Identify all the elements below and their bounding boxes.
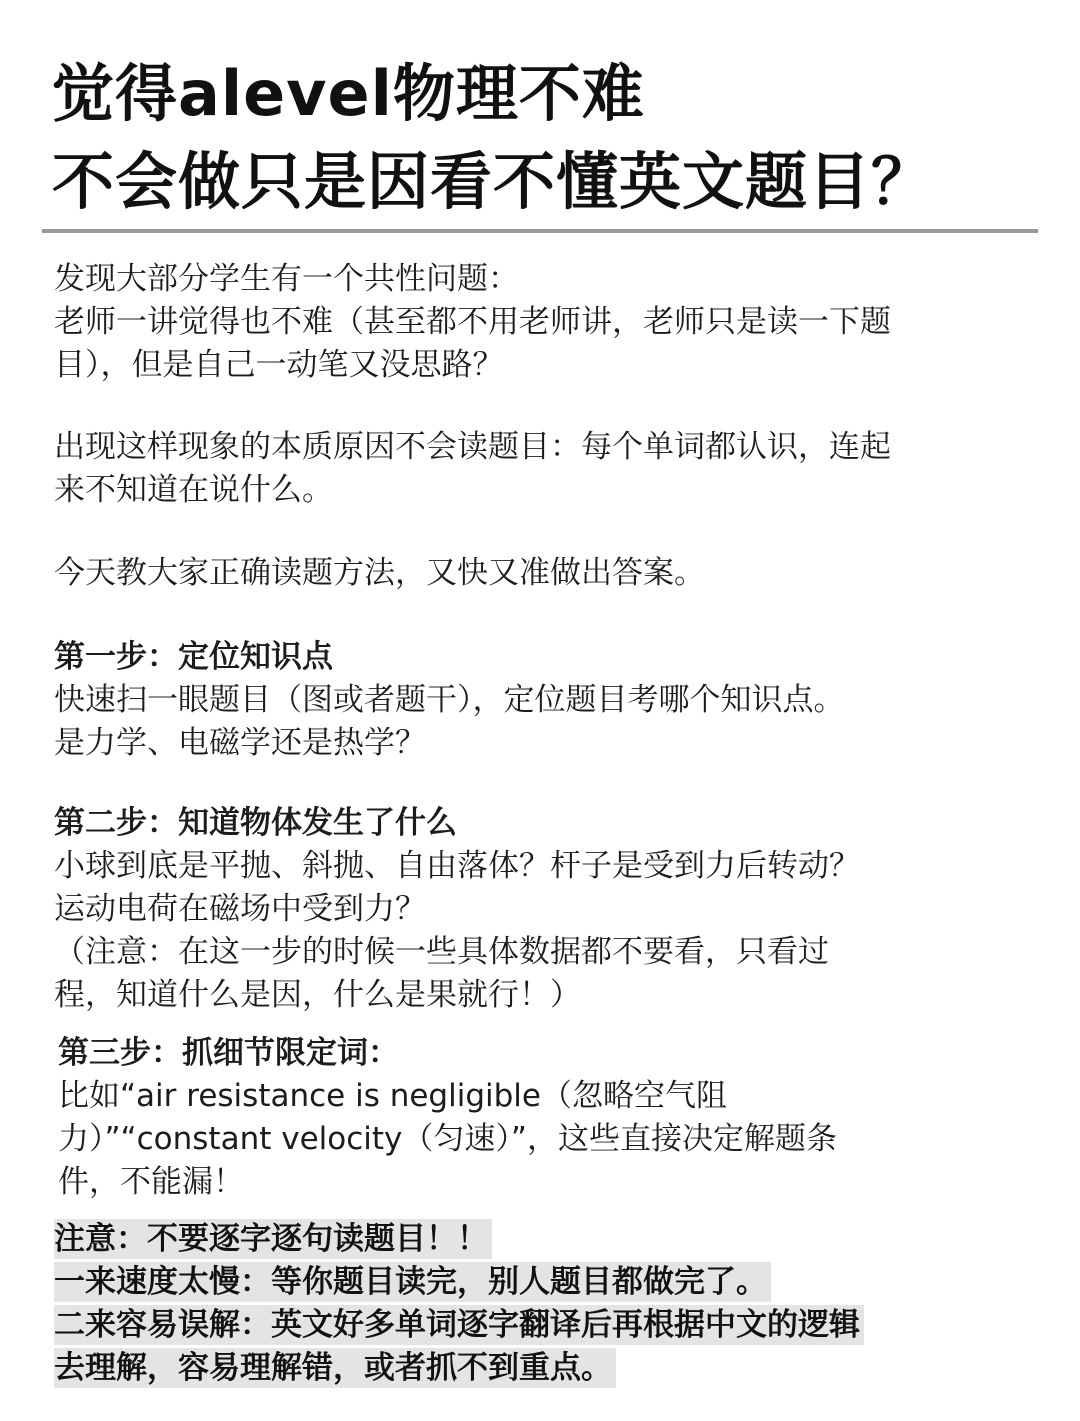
note-line-1: 注意：不要逐字逐句读题目！！: [54, 1219, 492, 1259]
intro-line-3: 目），但是自己一动笔又没思路？: [54, 347, 504, 383]
intro-paragraph: [54, 258, 1034, 387]
step2-line-3: （注意：在这一步的时候一些具体数据都不要看，只看过: [54, 934, 829, 970]
step1-line-1: 快速扫一眼题目（图或者题干），定位题目考哪个知识点。: [54, 682, 845, 718]
step2-line-1: 小球到底是平抛、斜抛、自由落体？杆子是受到力后转动？: [54, 848, 860, 884]
step3-line-1: 比如“air resistance is negligible（忽略空气阻: [58, 1078, 727, 1114]
title-line-2: 不会做只是因看不懂英文题目？: [52, 145, 935, 218]
warning-note: [54, 1218, 864, 1390]
step2-section: [54, 802, 1034, 1017]
title-divider: [42, 229, 1038, 233]
step2-line-4: 程，知道什么是因，什么是果就行！）: [54, 977, 581, 1013]
step3-line-2: 力）”“constant velocity（匀速）”，这些直接决定解题条: [58, 1121, 837, 1157]
step1-line-2: 是力学、电磁学还是热学？: [54, 725, 426, 761]
step3-line-3: 件，不能漏！: [58, 1164, 244, 1200]
step2-heading: 第二步：知道物体发生了什么: [54, 805, 457, 841]
step1-section: [54, 636, 1034, 765]
step3-heading: 第三步：抓细节限定词：: [58, 1035, 399, 1071]
note-line-4: 去理解，容易理解错，或者抓不到重点。: [54, 1348, 616, 1388]
intro-line-1: 发现大部分学生有一个共性问题：: [54, 261, 519, 297]
title-line-1: 觉得alevel物理不难: [52, 57, 645, 130]
step2-line-2: 运动电荷在磁场中受到力？: [54, 891, 426, 927]
reason-line-1: 出现这样现象的本质原因不会读题目：每个单词都认识，连起: [54, 429, 891, 465]
teach-line-1: 今天教大家正确读题方法，又快又准做出答案。: [54, 555, 705, 591]
note-line-2: 一来速度太慢：等你题目读完，别人题目都做完了。: [54, 1262, 771, 1302]
note-line-3: 二来容易误解：英文好多单词逐字翻译后再根据中文的逻辑: [54, 1305, 864, 1345]
page-title: [52, 50, 1042, 226]
teach-paragraph: [54, 552, 1034, 595]
reason-line-2: 来不知道在说什么。: [54, 472, 333, 508]
reason-paragraph: [54, 426, 1034, 512]
step1-heading: 第一步：定位知识点: [54, 639, 333, 675]
intro-line-2: 老师一讲觉得也不难（甚至都不用老师讲，老师只是读一下题: [54, 304, 891, 340]
step3-section: [58, 1032, 1038, 1204]
